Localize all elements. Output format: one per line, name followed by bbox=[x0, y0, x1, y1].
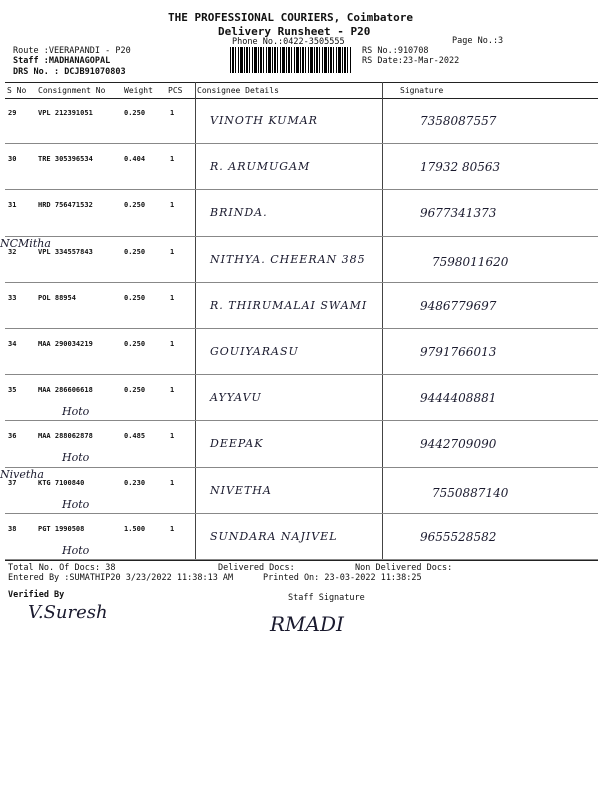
row-consignee: R. THIRUMALAI SWAMI bbox=[210, 298, 368, 312]
staff-row bbox=[13, 56, 110, 66]
row-consignment: MAA 290034219 bbox=[38, 340, 93, 348]
table-row bbox=[0, 144, 600, 190]
row-consignment: MAA 286606618 bbox=[38, 386, 93, 395]
row-signature-text: Nivetha bbox=[0, 467, 44, 481]
row-consignment: KTG 7100840 bbox=[38, 478, 85, 487]
row-note: Hoto bbox=[62, 405, 90, 419]
row-signature-number: 9486779697 bbox=[420, 298, 497, 313]
drs-number: DCJB91070803 bbox=[64, 67, 126, 77]
row-consignee: GOUIYARASU bbox=[210, 345, 299, 358]
row-sno: 34 bbox=[8, 340, 17, 348]
staff-label: Staff : bbox=[13, 56, 49, 66]
row-consignee: R. ARUMUGAM bbox=[210, 160, 311, 174]
row-weight: 0.250 bbox=[124, 386, 146, 395]
barcode bbox=[230, 47, 352, 73]
row-signature-number: 7598011620 bbox=[432, 254, 509, 269]
row-sno: 38 bbox=[8, 524, 17, 533]
row-consignment: HRD 756471532 bbox=[38, 201, 93, 210]
table-row bbox=[0, 190, 600, 236]
table-row bbox=[0, 468, 600, 514]
row-signature-number: 17932 80563 bbox=[420, 160, 501, 175]
row-signature-number: 7550887140 bbox=[432, 485, 509, 500]
page-number: Page No.:3 bbox=[452, 36, 504, 46]
row-weight: 0.250 bbox=[124, 247, 146, 256]
row-signature-number: 7358087557 bbox=[420, 114, 497, 128]
col-signature: Signature bbox=[400, 86, 444, 95]
row-consignment: TRE 305396534 bbox=[38, 155, 93, 164]
row-signature-text: NCMitha bbox=[0, 236, 51, 250]
row-signature-number: 9442709090 bbox=[420, 437, 497, 452]
phone-number: Phone No.:0422-3505555 bbox=[232, 37, 345, 47]
table-row bbox=[0, 237, 600, 283]
row-consignment: VPL 212391051 bbox=[38, 109, 93, 117]
table-row bbox=[0, 421, 600, 467]
row-pcs: 1 bbox=[170, 155, 175, 164]
printed-on: Printed On: 23-03-2022 11:38:25 bbox=[263, 573, 422, 583]
staff-signature: RMADI bbox=[270, 612, 344, 636]
row-consignment: VPL 334557843 bbox=[38, 247, 93, 256]
row-consignment: POL 88954 bbox=[38, 293, 76, 302]
row-consignee: SUNDARA NAJIVEL bbox=[210, 529, 338, 543]
row-weight: 0.250 bbox=[124, 201, 146, 210]
staff-name: MADHANAGOPAL bbox=[48, 56, 111, 66]
verified-by-label: Verified By bbox=[8, 590, 65, 600]
company-name: THE PROFESSIONAL COURIERS, Coimbatore bbox=[168, 11, 414, 24]
table-top-border bbox=[5, 82, 598, 83]
route: Route :VEERAPANDI - P20 bbox=[13, 46, 131, 56]
total-docs: Total No. Of Docs: 38 bbox=[8, 563, 116, 573]
row-weight: 0.404 bbox=[124, 155, 146, 164]
col-consignee: Consignee Details bbox=[197, 86, 279, 95]
row-weight: 0.250 bbox=[124, 293, 146, 302]
table-row bbox=[0, 283, 600, 329]
row-consignee: BRINDA. bbox=[210, 206, 268, 220]
verified-signature: V.Suresh bbox=[28, 602, 108, 623]
row-note: Hoto bbox=[62, 543, 90, 557]
row-consignment: MAA 288062878 bbox=[38, 432, 93, 441]
row-pcs: 1 bbox=[170, 340, 175, 348]
row-sno: 33 bbox=[8, 293, 17, 302]
col-sno: S No bbox=[7, 86, 27, 95]
row-weight: 0.250 bbox=[124, 109, 146, 117]
row-sno: 35 bbox=[8, 386, 17, 395]
row-pcs: 1 bbox=[170, 109, 175, 117]
table-row bbox=[0, 329, 600, 375]
row-pcs: 1 bbox=[170, 478, 175, 487]
table-bottom-border bbox=[5, 560, 598, 561]
drs-label: DRS No. : bbox=[13, 67, 60, 77]
row-consignee: AYYAVU bbox=[210, 391, 262, 405]
staff-signature-label: Staff Signature bbox=[288, 593, 365, 603]
row-pcs: 1 bbox=[170, 247, 175, 256]
row-consignee: NITHYA. CHEERAN 385 bbox=[210, 252, 366, 266]
row-signature-number: 9655528582 bbox=[420, 529, 497, 544]
row-pcs: 1 bbox=[170, 386, 175, 395]
row-sno: 31 bbox=[8, 201, 17, 210]
col-weight: Weight bbox=[124, 86, 153, 95]
row-sno: 30 bbox=[8, 155, 17, 164]
row-consignee: VINOTH KUMAR bbox=[210, 114, 318, 127]
entered-by: Entered By :SUMATHIP20 3/23/2022 11:38:13 AM bbox=[8, 573, 234, 583]
row-note: Hoto bbox=[62, 497, 90, 511]
row-sno: 29 bbox=[8, 109, 17, 117]
row-consignee: NIVETHA bbox=[210, 483, 272, 497]
row-consignee: DEEPAK bbox=[210, 437, 264, 451]
row-pcs: 1 bbox=[170, 524, 175, 533]
rs-number: RS No.:910708 bbox=[362, 46, 429, 56]
row-sno: 36 bbox=[8, 432, 17, 441]
col-pcs: PCS bbox=[168, 86, 183, 95]
runsheet-title: Delivery Runsheet - P20 bbox=[218, 25, 371, 38]
row-consignment: PGT 1990508 bbox=[38, 524, 85, 533]
row-pcs: 1 bbox=[170, 432, 175, 441]
row-sno: 32 bbox=[8, 247, 17, 256]
row-pcs: 1 bbox=[170, 293, 175, 302]
row-weight: 0.250 bbox=[124, 340, 146, 348]
row-weight: 1.500 bbox=[124, 524, 146, 533]
row-signature-number: 9791766013 bbox=[420, 345, 497, 359]
non-delivered-docs: Non Delivered Docs: bbox=[355, 563, 453, 573]
table-row bbox=[0, 98, 600, 144]
col-consignment: Consignment No bbox=[38, 86, 106, 95]
row-weight: 0.230 bbox=[124, 478, 146, 487]
row-pcs: 1 bbox=[170, 201, 175, 210]
row-signature-number: 9444408881 bbox=[420, 391, 497, 406]
rs-date: RS Date:23-Mar-2022 bbox=[362, 56, 460, 66]
row-signature-number: 9677341373 bbox=[420, 206, 497, 221]
row-note: Hoto bbox=[62, 451, 90, 465]
delivered-docs: Delivered Docs: bbox=[218, 563, 295, 573]
drs-row bbox=[13, 67, 126, 77]
table-row bbox=[0, 514, 600, 560]
table-row bbox=[0, 375, 600, 421]
row-sno: 37 bbox=[8, 478, 17, 487]
row-weight: 0.485 bbox=[124, 432, 146, 441]
